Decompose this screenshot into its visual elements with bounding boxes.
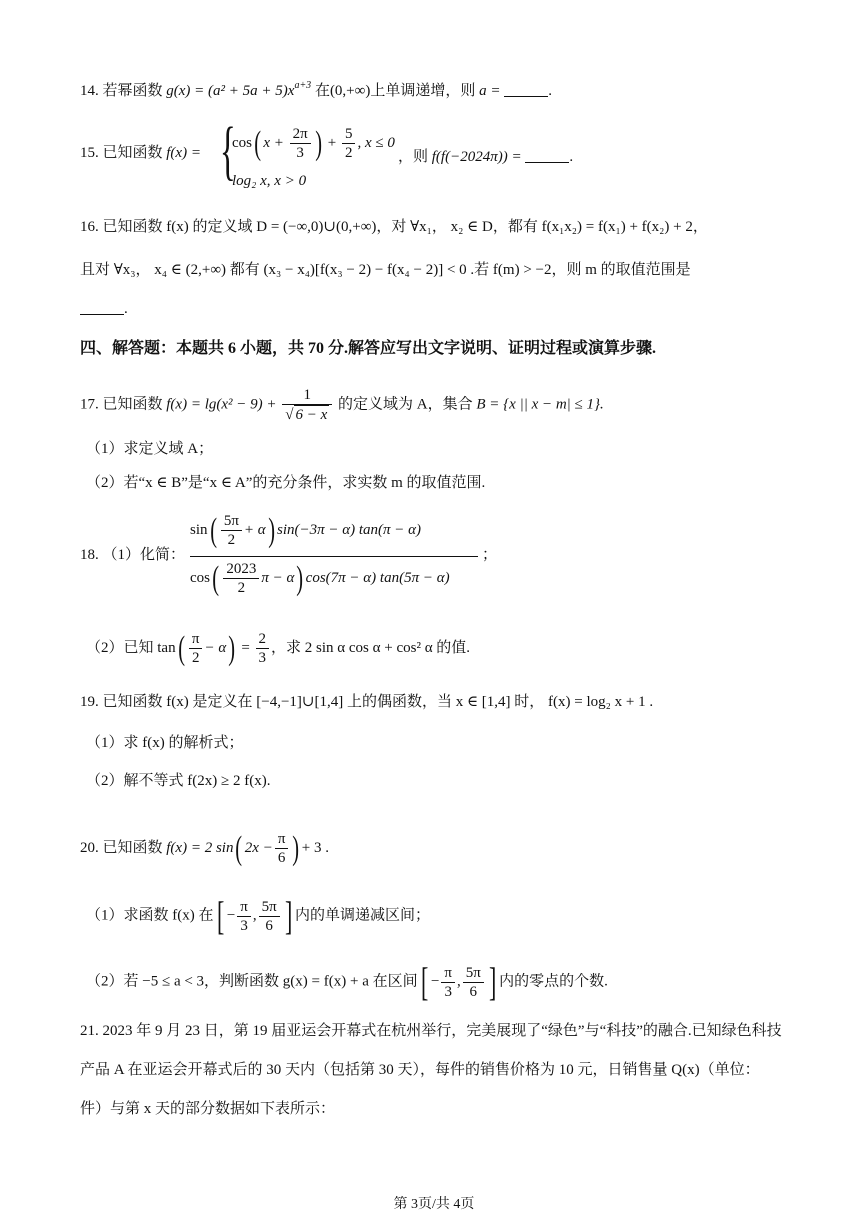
fraction — [282, 386, 332, 424]
formula: , x ≤ 0 — [357, 134, 395, 151]
question-text: 且对 ∀x₃， x₄ ∈ (2,+∞) 都有 (x₃ − x₄)[f(x₃ − 2) − f(x₄ − 2)] < 0 .若 f(m) > −2，则 m 的取值范围是 — [80, 262, 691, 278]
answer-blank — [80, 300, 124, 315]
fraction — [342, 125, 356, 162]
denominator: 6 — [463, 982, 484, 1001]
denominator: 6 — [275, 848, 289, 867]
question-text: 件）与第 x 天的部分数据如下表所示： — [80, 1101, 336, 1117]
question-text: 的定义域为 A，集合 — [338, 396, 473, 413]
question-19-part-2 — [86, 772, 270, 790]
formula: f(x) = lg(x² − 9) + — [166, 396, 277, 413]
question-text: ，则 — [398, 149, 429, 165]
question-19 — [80, 693, 653, 711]
question-21-line-2 — [80, 1061, 760, 1079]
question-text: 已知函数 — [102, 396, 163, 413]
numerator: π — [191, 631, 200, 647]
denominator: √ 6 − x — [282, 404, 332, 424]
formula: x + — [263, 134, 284, 151]
question-21-line-1 — [80, 1022, 782, 1040]
period: . — [124, 301, 128, 317]
formula: sin(−3π − α) tan(π − α) — [277, 521, 422, 538]
formula: cos — [232, 134, 252, 151]
numerator: 2 — [258, 631, 267, 647]
numerator: 5π — [465, 964, 481, 981]
formula: π − α — [261, 569, 295, 586]
question-text: 内的单调递减区间； — [295, 907, 431, 924]
section-heading — [80, 339, 656, 358]
question-21-line-3 — [80, 1100, 335, 1118]
question-text: 已知函数 f(x) 的定义域 D = (−∞,0)∪(0,+∞)，对 ∀x₁， x₂ ∈ D，都有 f(x₁x₂) = f(x₁) + f(x₂) + 2， — [102, 219, 708, 235]
paren: ) — [267, 511, 275, 549]
question-17-part-1 — [86, 440, 213, 458]
question-part: （2）已知 tan — [86, 639, 176, 656]
paren: ) — [296, 559, 304, 597]
formula: B = {x || x − m| ≤ 1}. — [476, 396, 604, 413]
question-number: 16. — [80, 219, 99, 235]
numerator: 5 — [344, 126, 353, 142]
answer-blank — [525, 148, 569, 163]
question-number: 18. — [80, 547, 99, 563]
question-16-line-2 — [80, 261, 691, 279]
question-number: 14. — [80, 83, 99, 99]
question-part: （1）求定义域 A； — [86, 441, 214, 457]
question-text: 已知函数 f(x) 是定义在 [−4,−1]∪[1,4] 上的偶函数，当 x ∈ [1,4] 时， f(x) = log₂ x + 1 . — [102, 694, 654, 710]
denominator: 2 — [189, 648, 203, 667]
formula: cos(7π − α) tan(5π − α) — [305, 569, 450, 586]
formula: + — [327, 134, 337, 151]
formula: log₂ x, x > 0 — [232, 173, 307, 189]
formula: cos — [190, 569, 210, 586]
fraction-bar — [190, 556, 478, 557]
question-part: （2）解不等式 f(2x) ≥ 2 f(x). — [86, 773, 271, 789]
question-number: 15. — [80, 145, 99, 161]
question-20-part-2: （2）若 −5 ≤ a < 3，判断函数 g(x) = f(x) + a 在区间[ − $\frac{\pi}{3}$ , $\frac{5\pi}{6}$ ] 内的零点的个数. — [86, 959, 608, 1004]
formula: sin — [190, 521, 208, 538]
bracket: ] — [488, 959, 497, 1004]
numerator: π — [277, 831, 286, 847]
question-part: （1）求函数 f(x) 在 — [86, 907, 214, 924]
fraction — [237, 898, 251, 935]
numerator: 2π — [292, 126, 308, 142]
question-text: 内的零点的个数. — [499, 973, 608, 990]
question-text: ，求 2 sin α cos α + cos² α 的值. — [271, 639, 471, 656]
formula: − α — [204, 639, 227, 656]
numerator: 5π — [223, 513, 239, 529]
question-part: （1）化简： — [102, 547, 186, 563]
fraction — [441, 964, 455, 1001]
numerator: 2023 — [226, 561, 257, 577]
question-number: 17. — [80, 396, 99, 413]
question-18-part-2 — [86, 630, 470, 667]
question-20-part-1: （1）求函数 f(x) 在[ − $\frac{\pi}{3}$ , $\frac{5\pi}{6}$ ] 内的单调递减区间； — [86, 893, 431, 938]
formula: + α — [243, 521, 266, 538]
denominator: 2 — [342, 143, 356, 162]
question-text: 21. 2023 年 9 月 23 日，第 19 届亚运会开幕式在杭州举行，完美展现了“绿色”与“科技”的融合.已知绿色科技 — [80, 1023, 782, 1039]
denominator: 3 — [237, 916, 251, 935]
denominator: 2 — [223, 578, 259, 597]
piecewise-brace: { — [219, 114, 236, 187]
question-text: 已知函数 — [102, 839, 163, 856]
fraction-numerator — [190, 512, 421, 549]
formula: a = — [479, 83, 501, 99]
question-16-line-3 — [80, 300, 128, 318]
question-14 — [80, 80, 552, 100]
answer-blank — [504, 82, 548, 97]
bracket: [ — [216, 893, 224, 938]
question-19-part-1 — [86, 734, 244, 752]
question-20 — [80, 830, 329, 867]
punctuation: ； — [482, 547, 498, 563]
formula: = — [241, 639, 250, 656]
denominator: 6 — [259, 916, 280, 935]
formula: f(x) = — [166, 145, 201, 161]
fraction — [259, 898, 280, 935]
page-footer: 第 3页/共 4页 — [393, 1197, 475, 1212]
numerator: 1 — [303, 387, 312, 403]
period: . — [548, 83, 552, 99]
denominator: 3 — [256, 648, 270, 667]
paren: ) — [292, 829, 300, 867]
question-part: （1）求 f(x) 的解析式； — [86, 735, 244, 751]
question-17-part-2 — [86, 474, 485, 492]
question-16-line-1 — [80, 218, 708, 236]
numerator: π — [240, 898, 248, 915]
question-18-semicolon — [482, 546, 497, 564]
numerator: 5π — [261, 898, 277, 915]
bracket: ] — [284, 893, 293, 938]
numerator: π — [444, 964, 452, 981]
fraction — [189, 630, 203, 667]
question-text: 产品 A 在亚运会开幕式后的 30 天内（包括第 30 天），每件的销售价格为 10 元，日销售量 Q(x)（单位： — [80, 1062, 760, 1078]
question-15-tail — [398, 148, 573, 166]
paren: ( — [254, 124, 262, 162]
question-18-label — [80, 546, 185, 564]
denominator: 3 — [290, 143, 311, 162]
fraction-denominator — [190, 560, 450, 597]
paren: ( — [177, 629, 185, 667]
period: . — [569, 149, 574, 165]
question-17 — [80, 386, 604, 424]
radicand: 6 − x — [295, 407, 328, 423]
question-text: 在(0,+∞)上单调递增，则 — [314, 83, 476, 99]
paren: ( — [212, 559, 220, 597]
fraction — [275, 830, 289, 867]
paren: ( — [235, 829, 243, 867]
question-part: （2）若 −5 ≤ a < 3，判断函数 g(x) = f(x) + a 在区间 — [86, 973, 418, 990]
paren: ) — [228, 629, 236, 667]
formula: f(f(−2024π)) = — [431, 149, 522, 165]
question-text: 若幂函数 — [102, 83, 163, 99]
exponent: a+3 — [294, 80, 312, 91]
question-part: （2）若“x ∈ B”是“x ∈ A”的充分条件，求实数 m 的取值范围. — [86, 475, 486, 491]
section-title: 四、解答题：本题共 6 小题，共 70 分.解答应写出文字说明、证明过程或演算步骤. — [80, 340, 657, 357]
fraction — [221, 512, 242, 549]
paren: ) — [314, 124, 322, 162]
formula: 2x − — [244, 839, 273, 856]
fraction — [290, 125, 311, 162]
formula: g(x) = (a² + 5a + 5)x — [166, 83, 295, 99]
fraction — [463, 964, 484, 1001]
paren: ( — [209, 511, 217, 549]
piecewise-case-2 — [232, 172, 306, 190]
formula: f(x) = 2 sin — [166, 839, 234, 856]
denominator: 3 — [441, 982, 455, 1001]
piecewise-case-1 — [232, 125, 395, 162]
question-number: 20. — [80, 839, 99, 856]
fraction — [223, 560, 259, 597]
bracket: [ — [420, 959, 428, 1004]
question-text: 已知函数 — [102, 145, 163, 161]
formula: + 3 . — [301, 839, 329, 856]
question-number: 19. — [80, 694, 99, 710]
denominator: 2 — [221, 530, 242, 549]
question-15 — [80, 144, 201, 162]
fraction — [256, 630, 270, 667]
